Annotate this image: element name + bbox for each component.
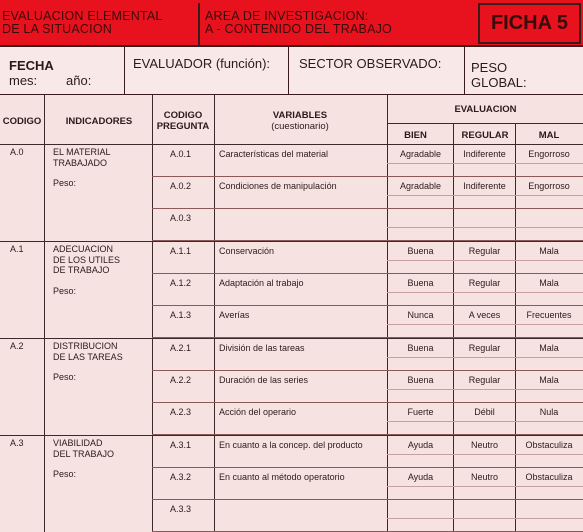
group-divider <box>0 241 583 242</box>
peso-label: Peso: <box>53 469 77 479</box>
answer-mal[interactable]: Engorroso <box>528 181 570 191</box>
answer-mal[interactable]: Mala <box>539 343 559 353</box>
row-subdivider <box>387 195 583 196</box>
row-subdivider <box>387 260 583 261</box>
row-divider <box>152 499 583 500</box>
answer-bien[interactable]: Agradable <box>399 149 442 159</box>
question-variable: Conservación <box>219 246 275 256</box>
answer-bien[interactable]: Nunca <box>407 310 434 320</box>
answer-regular[interactable]: Indiferente <box>463 149 506 159</box>
col-codigo-pregunta <box>152 110 214 132</box>
row-subdivider <box>387 518 583 519</box>
research-area <box>205 10 465 36</box>
col-mal: MAL <box>538 130 560 141</box>
answer-regular[interactable]: Débil <box>474 407 495 417</box>
question-variable: Características del material <box>219 149 329 159</box>
peso-label: PESO <box>471 60 508 75</box>
answer-bien[interactable]: Buena <box>407 246 434 256</box>
answer-bien[interactable]: Buena <box>407 278 434 288</box>
row-subdivider <box>387 357 583 358</box>
answer-regular[interactable]: Neutro <box>470 440 498 450</box>
col-bien: BIEN <box>404 130 427 141</box>
answer-regular[interactable]: Regular <box>468 278 501 288</box>
row-divider <box>152 370 583 371</box>
question-code: A.0.2 <box>170 181 192 191</box>
answer-regular[interactable]: Regular <box>468 246 501 256</box>
col-regular: REGULAR <box>461 130 509 141</box>
col-variables-line2: (cuestionario) <box>271 121 329 132</box>
row-subdivider <box>387 454 583 455</box>
row-subdivider <box>387 163 583 164</box>
row-subdivider <box>387 324 583 325</box>
answer-mal[interactable]: Engorroso <box>528 149 570 159</box>
col-codigo-pregunta-line2: PREGUNTA <box>156 121 210 132</box>
answer-mal[interactable]: Mala <box>539 246 559 256</box>
info-band <box>0 47 583 95</box>
answer-bien[interactable]: Agradable <box>399 181 442 191</box>
group-code: A.0 <box>10 147 24 157</box>
group-code: A.1 <box>10 244 24 254</box>
indicator-line: DE TRABAJO <box>53 265 110 275</box>
row-subdivider <box>387 227 583 228</box>
peso-global-cell[interactable] <box>465 47 583 94</box>
header-divider <box>198 3 200 45</box>
answer-bien[interactable]: Ayuda <box>407 472 434 482</box>
question-variable: En cuanto al método operatorio <box>219 472 345 482</box>
row-divider <box>152 305 583 306</box>
question-code: A.2.2 <box>170 375 192 385</box>
indicator-line: DISTRIBUCION <box>53 341 118 351</box>
answer-mal[interactable]: Mala <box>539 375 559 385</box>
answer-mal[interactable]: Nula <box>539 407 559 417</box>
indicator-line: ADECUACION <box>53 244 114 254</box>
answer-regular[interactable]: Neutro <box>470 472 498 482</box>
answer-bien[interactable]: Buena <box>407 343 434 353</box>
question-code: A.3.1 <box>170 440 192 450</box>
answer-regular[interactable]: Regular <box>468 343 501 353</box>
question-variable: Acción del operario <box>219 407 297 417</box>
answer-bien[interactable]: Buena <box>407 375 434 385</box>
col-variables-line1: VARIABLES <box>272 110 328 121</box>
fecha-label: FECHA <box>9 58 54 73</box>
col-evaluacion: EVALUACION <box>454 104 517 115</box>
group-code: A.2 <box>10 341 24 351</box>
form-header <box>0 0 583 47</box>
peso-label: Peso: <box>53 372 77 382</box>
row-subdivider <box>387 389 583 390</box>
answer-bien[interactable]: Fuerte <box>407 407 434 417</box>
answer-mal[interactable]: Obstaculiza <box>525 440 573 450</box>
grid-line <box>0 144 583 145</box>
question-code: A.0.1 <box>170 149 192 159</box>
peso-label: Peso: <box>53 178 77 188</box>
global-label: GLOBAL: <box>471 75 527 90</box>
question-code: A.1.2 <box>170 278 192 288</box>
col-variables <box>214 110 386 132</box>
col-indicadores: INDICADORES <box>65 116 133 127</box>
ficha-number: FICHA 5 <box>478 3 581 44</box>
row-divider <box>152 273 583 274</box>
form-title-line2: DE LA SITUACION <box>2 22 112 36</box>
form-title <box>2 10 198 36</box>
row-divider <box>152 208 583 209</box>
form-title-line1: EVALUACION ELEMENTAL <box>2 9 163 23</box>
sector-cell[interactable] <box>289 47 465 94</box>
question-variable: Condiciones de manipulación <box>219 181 337 191</box>
group-code: A.3 <box>10 438 24 448</box>
question-variable: Duración de las series <box>219 375 309 385</box>
peso-label: Peso: <box>53 285 77 296</box>
answer-mal[interactable]: Obstaculiza <box>525 472 573 482</box>
question-variable: En cuanto a la concep. del producto <box>219 440 363 450</box>
row-divider <box>152 467 583 468</box>
indicator-line: VIABILIDAD <box>53 438 103 448</box>
answer-regular[interactable]: Regular <box>468 375 501 385</box>
row-subdivider <box>387 292 583 293</box>
question-code: A.3.3 <box>170 504 192 514</box>
fecha-cell[interactable] <box>0 47 125 94</box>
answer-regular[interactable]: Indiferente <box>463 181 506 191</box>
answer-regular[interactable]: A veces <box>468 310 501 320</box>
grid-line <box>387 123 583 124</box>
question-code: A.1.3 <box>170 310 192 320</box>
grid-line <box>44 95 45 532</box>
question-code: A.2.3 <box>170 407 192 417</box>
research-area-line1: AREA DE INVESTIGACION: <box>205 9 369 23</box>
indicator-line: TRABAJADO <box>53 157 108 168</box>
anio-label: año: <box>66 73 92 88</box>
question-code: A.0.3 <box>170 213 192 223</box>
question-code: A.3.2 <box>170 472 192 482</box>
indicator-line: DE LAS TAREAS <box>53 351 123 362</box>
sector-label: SECTOR OBSERVADO: <box>299 56 442 71</box>
indicator-line: DE LOS UTILES <box>53 254 121 265</box>
col-codigo: CODIGO <box>2 116 42 127</box>
research-area-line2: A - CONTENIDO DEL TRABAJO <box>205 22 392 36</box>
question-variable: Adaptación al trabajo <box>219 278 304 288</box>
row-divider <box>152 176 583 177</box>
answer-mal[interactable]: Frecuentes <box>526 310 572 320</box>
question-code: A.1.1 <box>170 246 192 256</box>
question-code: A.2.1 <box>170 343 192 353</box>
evaluador-cell[interactable] <box>125 47 289 94</box>
question-variable: División de las tareas <box>219 343 305 353</box>
evaluador-label: EVALUADOR (función): <box>133 56 271 71</box>
group-divider <box>0 435 583 436</box>
indicator-line: DEL TRABAJO <box>53 448 115 459</box>
row-divider <box>152 402 583 403</box>
row-subdivider <box>387 486 583 487</box>
question-variable: Averías <box>219 310 250 320</box>
col-codigo-pregunta-line1: CODIGO <box>163 110 203 121</box>
group-divider <box>0 338 583 339</box>
indicator-line: EL MATERIAL <box>53 147 111 157</box>
mes-label: mes: <box>9 73 38 88</box>
answer-bien[interactable]: Ayuda <box>407 440 434 450</box>
row-subdivider <box>387 421 583 422</box>
answer-mal[interactable]: Mala <box>539 278 559 288</box>
